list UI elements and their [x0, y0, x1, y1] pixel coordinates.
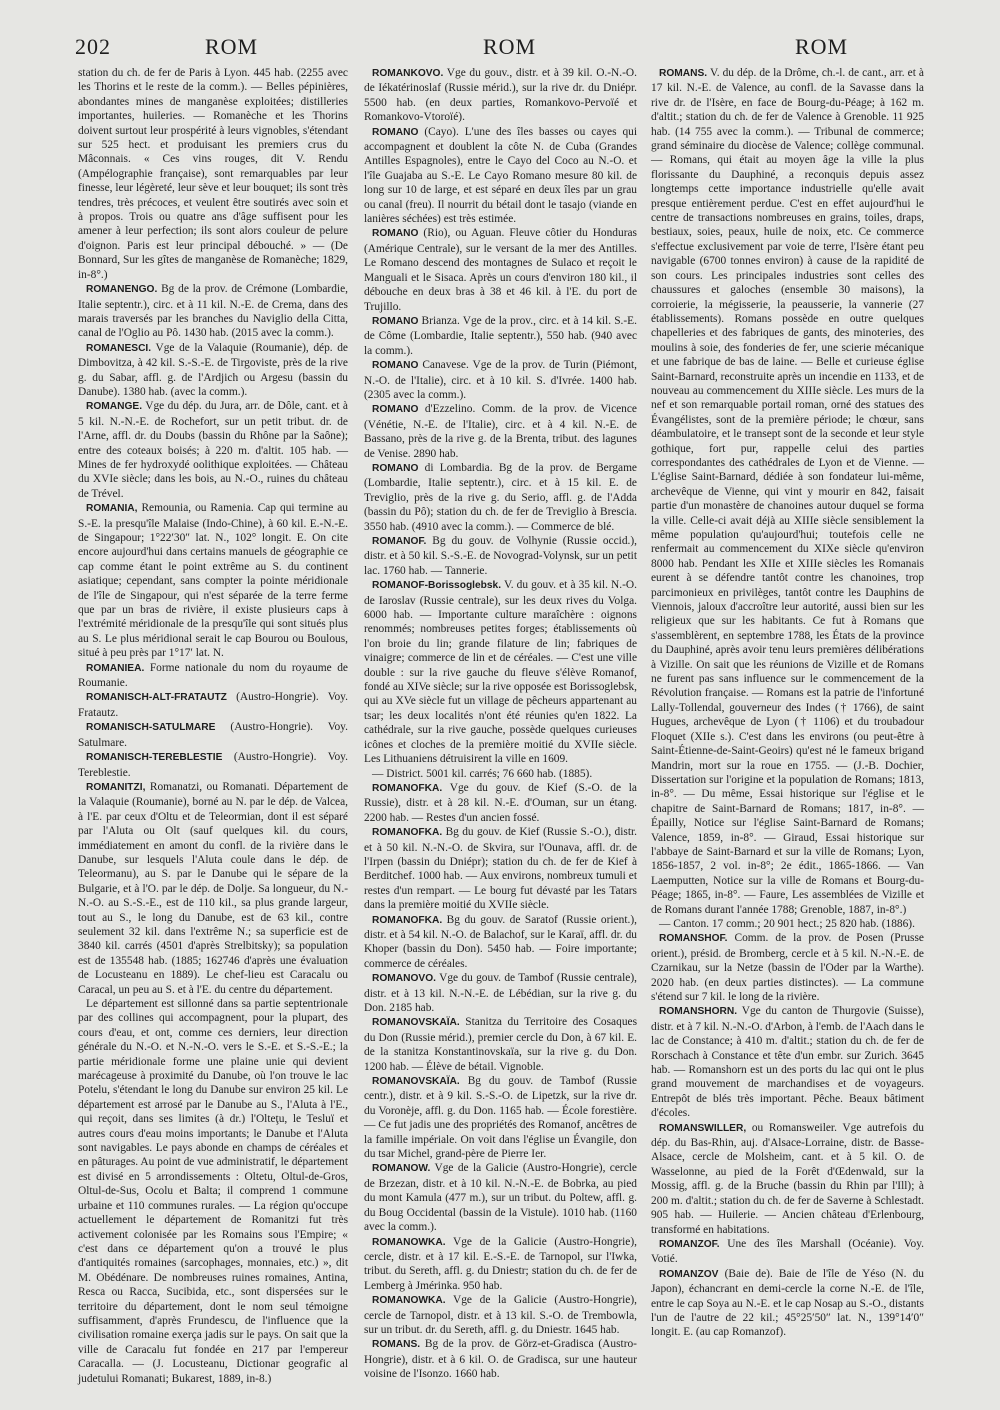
dictionary-entry: [364, 1235, 637, 1294]
dictionary-entry: [364, 971, 637, 1015]
dictionary-entry: [78, 341, 348, 400]
dictionary-entry: [651, 1004, 924, 1120]
dictionary-entry: [78, 780, 348, 997]
entry-headword: ROMANOFKA.: [372, 914, 443, 926]
dictionary-entry: [651, 1237, 924, 1267]
entry-text: d'Ezzelino. Comm. de la prov. de Vicence (Vénétie, N.-E. de l'Italie), circ. et à 4 kil. N.-E. de Bassano, près de la rive g. de la Brenta, tribut. des lagunes de Venise. 2890 hab.: [364, 403, 637, 460]
dictionary-entry: [364, 1293, 637, 1337]
entry-headword: ROMANO: [372, 315, 419, 327]
dictionary-entry: [78, 690, 348, 720]
entry-text: Le département est sillonné dans sa partie septentrionale par des collines qui accompagnent, pour la plupart, des cours d'eau, et ont, comme ces derniers, leur direction générale du N.-O. et N.-N.-O. vers le S.-E. et S.-S.-E.; la partie méridionale forme une plaine unie qui devient marécageuse à proximité du Danube, où l'on trouve le lac Potelu, s'étendant le long du Danube sur environ 25 kil. Le département est arrosé par le Danube au S., l'Aluta à l'E., qui reçoit, dans ses limites (à dr.) l'Olteţu, le Tesluï et autres cours d'eau moins importants; le Danube et l'Aluta sont navigables. Le pays abonde en champs de céréales et en pâturages. Au point de vue administratif, le département est divisé en 5 arrondissements : Oltetu, Oltul-de-Gros, Oltul-de-Sus, Ocolu et Balta; il comprend 1 commune urbaine et 110 communes rurales. — La région qu'occupe actuellement le département de Romanitzi fut très activement colonisée par les Romains sous l'Empire; « c'est dans ce département qu'on a trouvé le plus d'antiquités romaines (sarcophages, monnaies, etc.) », dit M. Obédénare. De nombreuses ruines romaines, Antina, Resca ou Racca, Sucibida, etc., sont dispersées sur le territoire du département, dont le nom seul témoigne suffisamment, d'après Frundescu, de l'influence que la civilisation romaine exerça jadis sur le pays. On sait que la ville de Caracalu fut fondée en 217 par l'empereur Caracalla. — (J. Locusteanu, Dictionar geografic al judetului Romanati; Bukarest, 1889, in-8.): [78, 998, 348, 1385]
dictionary-entry: [78, 720, 348, 750]
entry-headword: ROMANESCI.: [86, 342, 152, 354]
entry-text: (Austro-Hongrie). Voy. Tereblestie.: [78, 751, 348, 779]
dictionary-entry: [78, 501, 348, 660]
entry-text: Vge de la Galicie (Austro-Hongrie), cercle de Tarnopol, distr. et à 13 kil. S.-O. de Trembowla, sur un tribut. dr. du Sereth, affl. g. du Dniestr. 1645 hab.: [364, 1294, 637, 1336]
entry-text: Stanitza du Territoire des Cosaques du Don (Russie mérid.), premier cercle du Don, à 67 kil. E. de la stanitza Konstantinovskaïa, sur la rive g. du Don. 1200 hab. — Élève de bétail. Vignoble.: [364, 1016, 637, 1073]
dictionary-entry: [364, 825, 637, 912]
dictionary-entry: [364, 534, 637, 578]
dictionary-entry: [78, 661, 348, 691]
dictionary-entry: [78, 66, 348, 282]
dictionary-entry: [364, 1337, 637, 1381]
dictionary-entry: [651, 917, 924, 931]
dictionary-entry: [364, 226, 637, 313]
entry-headword: ROMANOWKA.: [372, 1236, 446, 1248]
entry-headword: ROMANSHORN.: [659, 1006, 738, 1018]
entry-headword: ROMANO: [372, 462, 419, 474]
entry-headword: ROMANOW.: [372, 1163, 431, 1175]
text-column-2: [364, 66, 637, 1382]
entry-text: Bg du gouv. de Tambof (Russie centr.), distr. et à 9 kil. S.-S.-O. de Lipetzk, sur la rive dr. du Voronèje, affl. g. du Don. 1165 hab. — École forestière. — Ce fut jadis une des propriétés des Romanof, ancêtres de la famille impériale. On voit dans l'église un Évangile, don du tsar Michel, grand-père de Pierre Ier.: [364, 1075, 637, 1161]
entry-text: di Lombardia. Bg de la prov. de Bergame (Lombardie, Italie septentr.), circ. et à 15 kil. E. de Treviglio, près de la rive g. du Serio, affl. g. de l'Adda (bassin du Pô); station du ch. de fer de Treviglio à Brescia. 3550 hab. (4910 avec la comm.). — Commerce de blé.: [364, 461, 637, 533]
dictionary-entry: [651, 931, 924, 1004]
entry-headword: ROMANO: [372, 228, 419, 240]
dictionary-entry: [364, 578, 637, 766]
dictionary-entry: [78, 750, 348, 780]
entry-text: — Canton. 17 comm.; 20 901 hect.; 25 820 hab. (1886).: [659, 917, 915, 930]
dictionary-entry: [364, 1074, 637, 1161]
entry-text: (Rio), ou Aguan. Fleuve côtier du Honduras (Amérique Centrale), sur le versant de la mer des Antilles. Le Romano descend des montagnes de Sulaco et reçoit le Manguali et le Sisaca. Après un cours d'environ 180 kil., il débouche en deux bras à 38 et 46 kil. à l'E. du port de Trujillo.: [364, 227, 637, 313]
entry-headword: ROMANO: [372, 126, 419, 138]
entry-headword: ROMANITZI,: [86, 781, 146, 793]
dictionary-entry: [364, 913, 637, 972]
dictionary-entry: [78, 282, 348, 341]
dictionary-entry: [651, 1121, 924, 1237]
entry-text: Romanatzi, ou Romanati. Département de la Valaquie (Roumanie), borné au N. par le dép. de Valcea, à l'E. par ceux d'Oltu et de Teleormian, dont il est séparé par l'Aluta ou Olt (sauf quelques kil. du cours, immédiatement en amont du confl. de la rivière dans le Danube, sur lesquels l'Aluta coule dans le dép. de Teleormanu), au S. par le Danube qui le sépare de la Bulgarie, et à l'O. par le dép. de Dolje. Sa longueur, du N.-N.-O. au S.-S.-E., est de 110 kil., sa plus grande largeur, tout au S., le long du Danube, est de 63 kil., contre seulement 32 kil. dans l'extrême N.; sa superficie est de 3840 kil. carrés (4501 d'après Strelbitsky); sa population est de 135548 hab. (1885; 162746 d'après une évaluation de Locusteanu en 1889). Le chef-lieu est Caracalu ou Caracal, un peu au S. et à l'E. du centre du département.: [78, 780, 348, 996]
entry-headword: ROMANOFKA.: [372, 827, 443, 839]
dictionary-entry: [364, 402, 637, 461]
entry-headword: ROMANO: [372, 360, 419, 372]
dictionary-entry: [364, 66, 637, 125]
entry-headword: ROMANS.: [659, 68, 708, 79]
running-title-right: ROM: [795, 34, 849, 59]
entry-text: Une des îles Marshall (Océanie). Voy. Votié.: [651, 1237, 924, 1266]
entry-text: Vge du gouv. de Kief (S.-O. de la Russie), distr. et à 28 kil. N.-E. d'Ouman, sur un étang. 2200 hab. — Restes d'un ancien fossé.: [364, 781, 637, 824]
dictionary-entry: [78, 997, 348, 1386]
entry-text: Comm. de la prov. de Posen (Prusse orient.), présid. de Bromberg, cercle et à 5 kil. N.-N.-E. de Czarnikau, sur la Netze (bassin de l'Oder par la Warthe). 2020 hab. (en deux parties distinctes). — La commune s'étend sur 7 kil. le long de la rivière.: [651, 932, 924, 1003]
entry-headword: ROMANKOVO.: [372, 68, 444, 79]
dictionary-entry: [651, 1267, 924, 1340]
entry-headword: ROMANIEA.: [86, 662, 145, 674]
entry-text: Brianza. Vge de la prov., circ. et à 14 kil. S.-E. de Côme (Lombardie, Italie septentr.), 550 hab. (940 avec la comm.).: [364, 314, 637, 357]
entry-text: V. du gouv. et à 35 kil. N.-O. de Iaroslav (Russie centrale), sur les deux rives du Volga. 6000 hab. — Importante culture maraîchère : oignons renommés; nombreuses petites forges; établissements où l'on broie du lin; grande filature de lin; fabriques de vinaigre; commerce de lin et de céréales. — C'est une ville double : sur la rive gauche du fleuve s'élève Romanof, fondé au XIVe siècle; sur la rive opposée est Borissoglebsk, qui au XVe siècle fut un village de pêcheurs appartenant au tsar; les deux localités n'ont été réunies qu'en 1822. La cathédrale, sur la rive gauche, possède quelques curieuses icônes et cloches de la première moitié du XVIIe siècle. Les Lithuaniens détruisirent la ville en 1609.: [364, 579, 637, 766]
entry-headword: ROMANOWKA.: [372, 1295, 446, 1307]
running-title-left: ROM: [205, 34, 259, 59]
text-column-1: [78, 66, 348, 1386]
entry-text: Bg du gouv. de Volhynie (Russie occid.), distr. et à 50 kil. S.-S.-E. de Novograd-Volynsk, sur un petit lac. 1760 hab. — Tannerie.: [364, 535, 637, 577]
entry-headword: ROMANOVO.: [372, 973, 436, 985]
entry-headword: ROMANGE.: [86, 401, 143, 413]
entry-headword: ROMANS.: [372, 1339, 421, 1351]
dictionary-entry: [364, 781, 637, 825]
entry-text: (Baie de). Baie de l'île de Yéso (N. du Japon), échancrant en demi-cercle la corne N.-E. de l'île, entre le cap Soya au N.-E. et le cap Nosap au S.-O., distants l'un de l'autre de 22 kil.; 45°25′50″ lat. N., 139°14′0″ longit. E. (au cap Romanzof).: [651, 1267, 925, 1339]
entry-text: Bg du gouv. de Kief (Russie S.-O.), distr. et à 50 kil. N.-N.-O. de Skvira, sur l'Ounava, affl. dr. de l'Irpen (bassin du Dniépr); station du ch. de fer de Kief à Berditchef. 1000 hab. — Aux environs, nombreux tumuli et restes d'un rempart. — Le bourg fut dévasté par les Tatars dans la première moitié du XVIIe siècle.: [364, 826, 637, 912]
page-number: 202: [75, 34, 111, 59]
entry-text: V. du dép. de la Drôme, ch.-l. de cant., arr. et à 17 kil. N.-E. de Valence, au confl. de la Savasse dans la rive dr. de l'Isère, en face de Bourg-du-Péage; à 162 m. d'altit.; station du ch. de fer de Valence à Grenoble. 11 925 hab. (14 755 avec la comm.). — Tribunal de commerce; grand séminaire du diocèse de Valence; collège communal. — Romans, qui était au moyen âge la ville la plus florissante du Dauphiné, a reconquis depuis assez longtemps cette importance industrielle qu'elle avait presque entièrement perdue. C'est en effet aujourd'hui le centre de transactions nombreuses en grains, toiles, draps, bestiaux, soies, peaux, huile de noix, etc. Ce commerce s'effectue exclusivement par voie de terre, l'Isère étant peu navigable (6700 tonnes environ) à cause de la rapidité de son cours. Les principales industries sont celles des chaussures et galoches (ensemble 30 maisons), la corroierie, la mégisserie, la peausserie, la vannerie (27 établissements). Romans possède en outre quelques chapelleries et des fabriques de gants, des minoteries, des moulins à soie, des fonderies de fer, une scierie mécanique et une fabrique de bas de laine. — Belle et curieuse église Saint-Barnard, reconstruite après un incendie en 1133, et de nouveau au commencement du XIIIe siècle. Les murs de la nef et son remarquable portail roman, orné des statues des Évangélistes, sont de la première période; le chœur, sans déambulatoire, et le transept sont de la seconde et leur style gothique, fort pur, rappelle celui des parties correspondantes des cathédrales de Lyon et de Vienne. — L'église Saint-Barnard, dédiée à son fondateur lui-même, archevêque de Vienne, qui vint y mourir en 842, faisait partie d'un monastère de chanoines autour duquel se forma la ville. Celle-ci avait déjà au XIIIe siècle sensiblement la même population qu'aujourd'hui; toutefois celle ne renfermait au commencement du XIXe siècle qu'environ 8000 hab. Pendant les XIIe et XIIIe siècles les Romanais eurent à se défendre tantôt contre les chanoines, trop parcimonieux en privilèges, tantôt contre les Dauphins de Viennois, jaloux d'accroître leur autorité, aussi bien sur les religieux que sur les habitants. Ce fut à Romans que s'assemblèrent, en septembre 1788, les États de la province du Dauphiné, après avoir tenu leurs premières délibérations à Vizille. On sait que les réunions de Vizille et de Romans ne furent pas sans influence sur le commencement de la Révolution française. — Romans est la patrie de l'infortuné Lally-Tollendal, gouverneur des Indes († 1766), de saint Hugues, archevêque de Lyon († 1106) et du troubadour Floquet (XIIe s.). C'est dans les environs (ou peut-être à Saint-Étienne-de-Saint-Geoirs) qu'est né le fameux brigand Mandrin, mort sur la roue en 1755. — (J.-B. Dochier, Dissertation sur l'origine et la population de Romans; 1813, in-8°. — Du même, Essai historique sur l'église et le chapitre de Saint-Barnard de Romans; 1817, in-8°. — Épailly, Notice sur l'église Saint-Barnard de Romans; Valence, 1859, in-8°. — Giraud, Essai historique sur l'abbaye de Saint-Barnard et sur la ville de Romans; Lyon, 1856-1857, 2 vol. in-8°; 2e édit., 1865-1866. — Van Laemputten, Notice sur la ville de Romans et Bourg-du-Péage; 1865, in-8°. — Faure, Les assemblées de Vizille et de Romans durant l'année 1788; Grenoble, 1887, in-8°.): [651, 67, 924, 916]
running-title-center: ROM: [483, 34, 537, 59]
entry-text: Forme nationale du nom du royaume de Roumanie.: [78, 661, 348, 690]
entry-text: (Cayo). L'une des îles basses ou cayes qui accompagnent et doublent la côte N. de Cuba (Grandes Antilles Espagnoles), entre le Cayo del Coco au N.-O. et l'île Guajaba au S.-E. Le Cayo Romano mesure 80 kil. de long sur 10 de large, et est séparé en deux îles par un grau ou canal (freu). Il nourrit du bétail dont le tasajo (viande en lanières séchées) est très estimée.: [364, 125, 637, 226]
entry-headword: ROMANIA,: [86, 503, 138, 515]
dictionary-entry: [78, 399, 348, 501]
dictionary-entry: [364, 125, 637, 227]
entry-text: — District. 5001 kil. carrés; 76 660 hab. (1885).: [372, 767, 593, 780]
entry-text: Vge du gouv. de Tambof (Russie centrale), distr. et à 13 kil. N.-N.-E. de Lébédian, sur la rive g. du Don. 2185 hab.: [364, 972, 637, 1014]
entry-text: Bg du gouv. de Saratof (Russie orient.), distr. et à 54 kil. N.-O. de Balachof, sur le Karaï, affl. dr. du Khoper (bassin du Don). 5450 hab. — Foire importante; commerce de céréales.: [364, 913, 637, 970]
entry-text: Vge du canton de Thurgovie (Suisse), distr. et à 7 kil. N.-N.-O. d'Arbon, à l'emb. de l'Aach dans le lac de Constance; à 410 m. d'altit.; station du ch. de fer de Rorschach à Constance et tête d'un embr. sur Zurich. 3645 hab. — Romanshorn est un des ports du lac qui ont le plus grand mouvement de marchandises et de voyageurs. Entrepôt de blés très important. Pêche. Beaux bâtiment d'écoles.: [651, 1005, 924, 1120]
dictionary-entry: [364, 1015, 637, 1074]
entry-text: Bg de la prov. de Görz-et-Gradisca (Austro-Hongrie), distr. et à 6 kil. O. de Gradisca, sur une hauteur voisine de l'Isonzo. 1660 hab.: [364, 1338, 637, 1381]
entry-headword: ROMANOF-Borissoglebsk.: [372, 580, 502, 592]
entry-text: station du ch. de fer de Paris à Lyon. 445 hab. (2255 avec les Thorins et le reste de la comm.). — Belles pépinières, abondantes mines de manganèse exploitées; distilleries importantes, huileries. — Romanèche et les Thorins doivent surtout leur prospérité à leurs vignobles, s'étendant sur 525 hect. et produisant les premiers crus du Mâconnais. « Ces vins rouges, dit V. Rendu (Ampélographie française), sont remarquables par leur finesse, leur légèreté, leur sève et leur bouquet; ils sont très tendres, très précoces, et veulent être soutirés avec soin et à propos. Trois ou quatre ans d'âge suffisent pour les amener à leur perfection; ils sont alors couleur de pelure d'oignon. Paris est leur principal débouché. » — (De Bonnard, Sur les gîtes de manganèse de Romanèche; 1829, in-8°.): [78, 67, 348, 281]
entry-headword: ROMANISCH-SATULMARE: [86, 722, 216, 734]
dictionary-entry: [364, 1161, 637, 1234]
entry-headword: ROMANZOV: [659, 1268, 719, 1280]
entry-headword: ROMANZOF.: [659, 1238, 720, 1250]
entry-headword: ROMANENGO.: [86, 284, 158, 296]
entry-text: (Austro-Hongrie). Voy. Fratautz.: [78, 691, 348, 719]
entry-text: Remounia, ou Ramenia. Cap qui termine au S.-E. la presqu'île Malaise (Indo-Chine), à 60 kil. E.-N.-E. de Singapour; 1°22′30″ lat. N., 102° longit. E. On cite encore aujourd'hui dans certains manuels de géographie ce cap comme étant le point extrême au S. du continent asiatique; cependant, sans compter la pointe méridionale de l'île de Singapour, qui n'est séparée de la terre ferme que par un bras de rivière, il existe plusieurs caps à l'extrémité méridionale de la presqu'île qui sont situés plus au S. Le plus méridional serait le cap Bourou ou Boulous, situé à peu près par 1°17′ lat. N.: [78, 502, 348, 660]
entry-text: Vge de la Valaquie (Roumanie), dép. de Dimbovitza, à 42 kil. S.-S.-E. de Tirgoviste, près de la rive g. du Sabar, affl. g. de l'Ardjich ou Argesu (bassin du Danube). 1380 hab. (avec la comm.).: [78, 341, 348, 398]
entry-headword: ROMANO: [372, 404, 419, 416]
dictionary-entry: [364, 314, 637, 358]
entry-headword: ROMANSWILLER,: [659, 1122, 747, 1134]
entry-headword: ROMANOVSKAÏA.: [372, 1017, 460, 1029]
entry-headword: ROMANOFKA.: [372, 782, 443, 794]
entry-headword: ROMANOVSKAÏA.: [372, 1076, 460, 1088]
dictionary-entry: [651, 66, 924, 917]
entry-text: Vge du dép. du Jura, arr. de Dôle, cant. et à 5 kil. N.-N.-E. de Rochefort, sur un petit tribut. dr. de l'Arne, affl. dr. du Doubs (bassin du Rhône par la Saône); entre des coteaux boisés; à 220 m. d'altit. 105 hab. — Mines de fer hydroxydé oolithique exploitées. — Château du XVIe siècle; dans les bois, au N.-O., ruines du château de Trével.: [78, 400, 348, 500]
entry-text: Vge de la Galicie (Austro-Hongrie), cercle de Brzezan, distr. et à 10 kil. N.-N.-E. de Bobrka, au pied du mont Kamula (477 m.), sur un tribut. du Poltew, affl. g. du Boug Occidental (bassin de la Vistule). 1010 hab. (1160 avec la comm.).: [364, 1162, 637, 1234]
entry-text: ou Romansweiler. Vge autrefois du dép. du Bas-Rhin, auj. d'Alsace-Lorraine, distr. de Basse-Alsace, cercle de Molsheim, cant. et à 5 kil. O. de Wasselonne, au pied de la Forêt d'Œdenwald, sur la Mossig, affl. g. de la Bruche (bassin du Rhin par l'Ill); à 200 m. d'altit.; station du ch. de fer de Saverne à Schlestadt. 905 hab. — Huilerie. — Ancien château d'Erlenbourg, transformé en habitations.: [651, 1121, 924, 1236]
dictionary-entry: [364, 461, 637, 534]
dictionary-entry: [364, 767, 637, 781]
entry-headword: ROMANISCH-ALT-FRATAUTZ: [86, 692, 227, 704]
entry-text: (Austro-Hongrie). Voy. Satulmare.: [78, 721, 348, 749]
entry-headword: ROMANOF.: [372, 536, 427, 547]
entry-text: Bg de la prov. de Crémone (Lombardie, Italie septentr.), circ. et à 11 kil. N.-E. de Crema, dans des marais traversés par les branches du Naviglio della Citta, canal de l'Oglio au Pô. 1430 hab. (2015 avec la comm.).: [78, 283, 348, 340]
dictionary-entry: [364, 358, 637, 402]
entry-text: Vge de la Galicie (Austro-Hongrie), cercle, distr. et à 17 kil. E.-S.-E. de Tarnopol, sur l'Iwka, tribut. du Sereth, affl. g. du Dniestr; station du ch. de fer de Lemberg à Jmérinka. 950 hab.: [364, 1235, 637, 1292]
entry-text: Vge du gouv., distr. et à 39 kil. O.-N.-O. de Iékatérinoslaf (Russie mérid.), sur la rive dr. du Dniépr. 5500 hab. (en deux parties, Romankovo-Pervoïé et Romankovo-Vtoroïé).: [364, 67, 637, 124]
entry-headword: ROMANSHOF.: [659, 933, 728, 945]
entry-headword: ROMANISCH-TEREBLESTIE: [86, 752, 223, 764]
entry-text: Canavese. Vge de la prov. de Turin (Piémont, N.-O. de l'Italie), circ. et à 10 kil. S. d'Ivrée. 1400 hab. (2305 avec la comm.).: [364, 359, 637, 401]
text-column-3: [651, 66, 924, 1340]
